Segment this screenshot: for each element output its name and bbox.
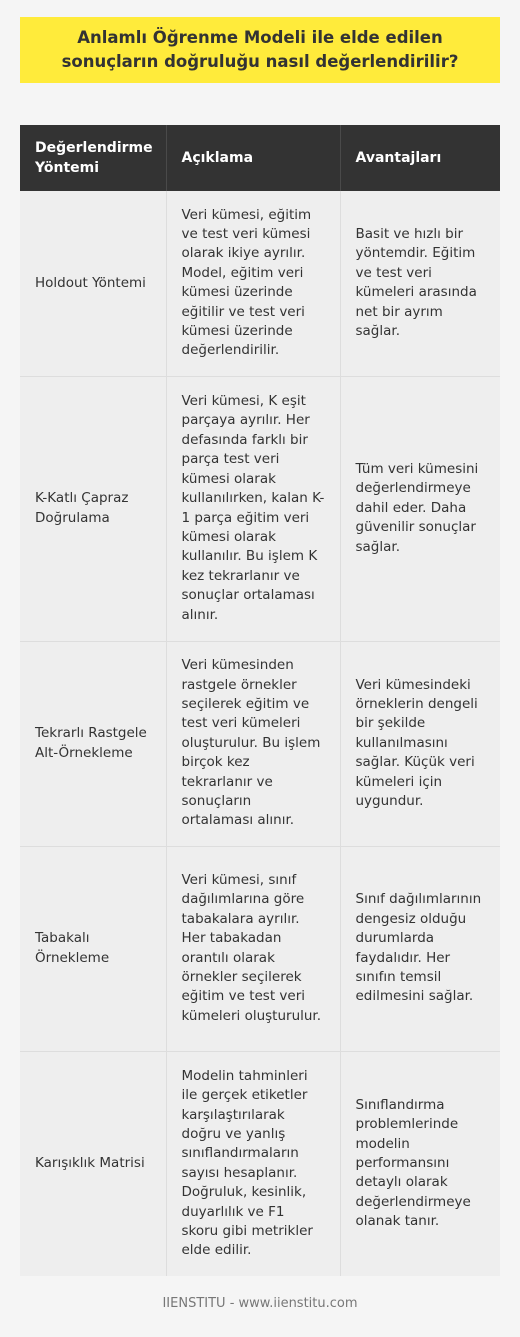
- footer-credit: IIENSTITU - www.iienstitu.com: [162, 1296, 358, 1311]
- column-header-description: Açıklama: [166, 125, 340, 191]
- method-cell: Tekrarlı Rastgele Alt-Örnekleme: [20, 641, 166, 846]
- table-row: [20, 191, 500, 376]
- description-cell: Modelin tahminleri ile gerçek etiketler karşılaştırılarak doğru ve yanlış sınıflandırmaların sayısı hesaplanır. Doğruluk, kesinlik, duyarlılık ve F1 skoru gibi metrikler elde edilir.: [166, 1051, 340, 1276]
- table-row: [20, 846, 500, 1051]
- advantages-cell: Sınıflandırma problemlerinde modelin performansını detaylı olarak değerlendirmeye olanak tanır.: [340, 1051, 500, 1276]
- method-cell: Karışıklık Matrisi: [20, 1051, 166, 1276]
- advantages-cell: Sınıf dağılımlarının dengesiz olduğu durumlarda faydalıdır. Her sınıfın temsil edilmesini sağlar.: [340, 846, 500, 1051]
- table-row: [20, 1051, 500, 1276]
- description-cell: Veri kümesinden rastgele örnekler seçilerek eğitim ve test veri kümeleri oluşturulur. Bu işlem birçok kez tekrarlanır ve sonuçların ortalaması alınır.: [166, 641, 340, 846]
- method-cell: Holdout Yöntemi: [20, 191, 166, 376]
- evaluation-methods-table: [20, 125, 500, 1276]
- table-header-row: [20, 125, 500, 191]
- description-cell: Veri kümesi, eğitim ve test veri kümesi olarak ikiye ayrılır. Model, eğitim veri kümesi üzerinde eğitilir ve test veri kümesi üzerinde değerlendirilir.: [166, 191, 340, 376]
- table-row: [20, 376, 500, 641]
- advantages-cell: Tüm veri kümesini değerlendirmeye dahil eder. Daha güvenilir sonuçlar sağlar.: [340, 376, 500, 641]
- description-cell: Veri kümesi, sınıf dağılımlarına göre tabakalara ayrılır. Her tabakadan orantılı olarak örnekler seçilerek eğitim ve test veri kümeleri oluşturulur.: [166, 846, 340, 1051]
- title-banner: [20, 17, 500, 83]
- description-cell: Veri kümesi, K eşit parçaya ayrılır. Her defasında farklı bir parça test veri kümesi olarak kullanılırken, kalan K-1 parça eğitim veri kümesi olarak kullanılır. Bu işlem K kez tekrarlanır ve sonuçlar ortalaması alınır.: [166, 376, 340, 641]
- column-header-method: Değerlendirme Yöntemi: [20, 125, 166, 191]
- method-cell: Tabakalı Örnekleme: [20, 846, 166, 1051]
- advantages-cell: Veri kümesindeki örneklerin dengeli bir şekilde kullanılmasını sağlar. Küçük veri kümeleri için uygundur.: [340, 641, 500, 846]
- advantages-cell: Basit ve hızlı bir yöntemdir. Eğitim ve test veri kümeleri arasında net bir ayrım sağlar.: [340, 191, 500, 376]
- page-title: Anlamlı Öğrenme Modeli ile elde edilen sonuçların doğruluğu nasıl değerlendirilir?: [61, 28, 459, 71]
- method-cell: K-Katlı Çapraz Doğrulama: [20, 376, 166, 641]
- table-row: [20, 641, 500, 846]
- column-header-advantages: Avantajları: [340, 125, 500, 191]
